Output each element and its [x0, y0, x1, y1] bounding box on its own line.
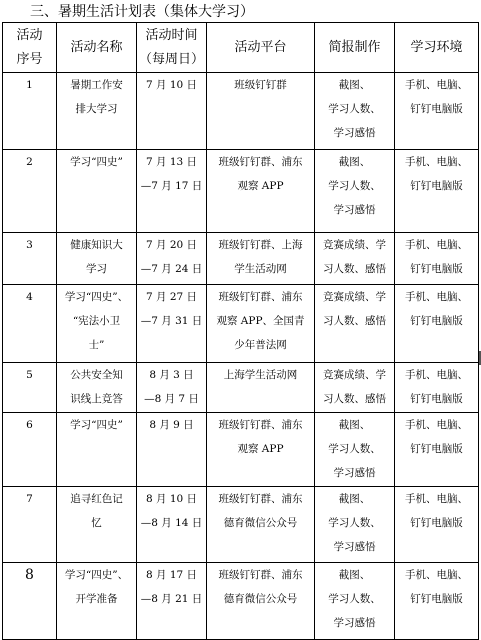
cell-no: 1: [3, 73, 57, 150]
table-row: [3, 363, 479, 413]
table-row: [3, 285, 479, 363]
cell-no: 7: [3, 487, 57, 563]
table-row: [3, 150, 479, 233]
table-body: [3, 73, 479, 640]
cell-time: 8 月 17 日 —8 月 21 日: [137, 563, 207, 640]
cell-report: 截图、 学习人数、 学习感悟: [315, 563, 395, 640]
cell-name: 暑期工作安 排大学习: [57, 73, 137, 150]
table-row: [3, 413, 479, 487]
cell-env: 手机、电脑、 钉钉电脑版: [395, 413, 479, 487]
cell-time: 8 月 9 日: [137, 413, 207, 487]
header-cell-report: 简报制作: [315, 23, 395, 73]
cell-env: 手机、电脑、 钉钉电脑版: [395, 150, 479, 233]
header-cell-name: 活动名称: [57, 23, 137, 73]
cell-env: 手机、电脑、 钉钉电脑版: [395, 73, 479, 150]
table-row: [3, 233, 479, 285]
cell-platform: 班级钉钉群、浦东 德育微信公众号: [207, 487, 315, 563]
table-header-row: [3, 23, 479, 73]
cell-name: 学习“四史”: [57, 150, 137, 233]
cell-name: 学习“四史”、 开学准备: [57, 563, 137, 640]
cell-env: 手机、电脑、 钉钉电脑版: [395, 563, 479, 640]
cell-report: 竞赛成绩、学 习人数、感悟: [315, 363, 395, 413]
cell-no: 2: [3, 150, 57, 233]
cell-name: 追寻红色记 忆: [57, 487, 137, 563]
cell-platform: 上海学生活动网: [207, 363, 315, 413]
cell-platform: 班级钉钉群、上海 学生活动网: [207, 233, 315, 285]
cell-no: 4: [3, 285, 57, 363]
cell-report: 竞赛成绩、学 习人数、感悟: [315, 285, 395, 363]
page-title: 三、暑期生活计划表（集体大学习）: [30, 4, 254, 20]
cell-name: 健康知识大 学习: [57, 233, 137, 285]
header-cell-platform: 活动平台: [207, 23, 315, 73]
cell-no: 6: [3, 413, 57, 487]
schedule-table: [2, 22, 479, 640]
header-cell-no: 活动 序号: [3, 23, 57, 73]
header-cell-env: 学习环境: [395, 23, 479, 73]
cell-no: 5: [3, 363, 57, 413]
cell-time: 7 月 10 日: [137, 73, 207, 150]
cell-name: 学习“四史”: [57, 413, 137, 487]
cell-env: 手机、电脑、 钉钉电脑版: [395, 487, 479, 563]
cell-name: 公共安全知 识线上竞答: [57, 363, 137, 413]
table-row: [3, 73, 479, 150]
cell-no: 8: [3, 563, 57, 640]
table-row: [3, 563, 479, 640]
cell-platform: 班级钉钉群、浦东 观察 APP: [207, 413, 315, 487]
cell-env: 手机、电脑、 钉钉电脑版: [395, 233, 479, 285]
cell-env: 手机、电脑、 钉钉电脑版: [395, 363, 479, 413]
header-cell-time: 活动时间 （每周日）: [137, 23, 207, 73]
cell-time: 8 月 10 日 —8 月 14 日: [137, 487, 207, 563]
cell-no: 3: [3, 233, 57, 285]
cell-time: 7 月 13 日 —7 月 17 日: [137, 150, 207, 233]
cell-report: 截图、 学习人数、 学习感悟: [315, 487, 395, 563]
cell-platform: 班级钉钉群、浦东 观察 APP、全国青 少年普法网: [207, 285, 315, 363]
cell-time: 8 月 3 日 —8 月 7 日: [137, 363, 207, 413]
cell-time: 7 月 27 日 —7 月 31 日: [137, 285, 207, 363]
cell-report: 竞赛成绩、学 习人数、感悟: [315, 233, 395, 285]
cell-env: 手机、电脑、 钉钉电脑版: [395, 285, 479, 363]
table-row: [3, 487, 479, 563]
cell-platform: 班级钉钉群: [207, 73, 315, 150]
cell-report: 截图、 学习人数、 学习感悟: [315, 413, 395, 487]
cell-name: 学习“四史”、 “宪法小卫 士”: [57, 285, 137, 363]
cell-platform: 班级钉钉群、浦东 德育微信公众号: [207, 563, 315, 640]
cell-report: 截图、 学习人数、 学习感悟: [315, 150, 395, 233]
cell-report: 截图、 学习人数、 学习感悟: [315, 73, 395, 150]
cell-platform: 班级钉钉群、浦东 观察 APP: [207, 150, 315, 233]
cell-time: 7 月 20 日 —7 月 24 日: [137, 233, 207, 285]
